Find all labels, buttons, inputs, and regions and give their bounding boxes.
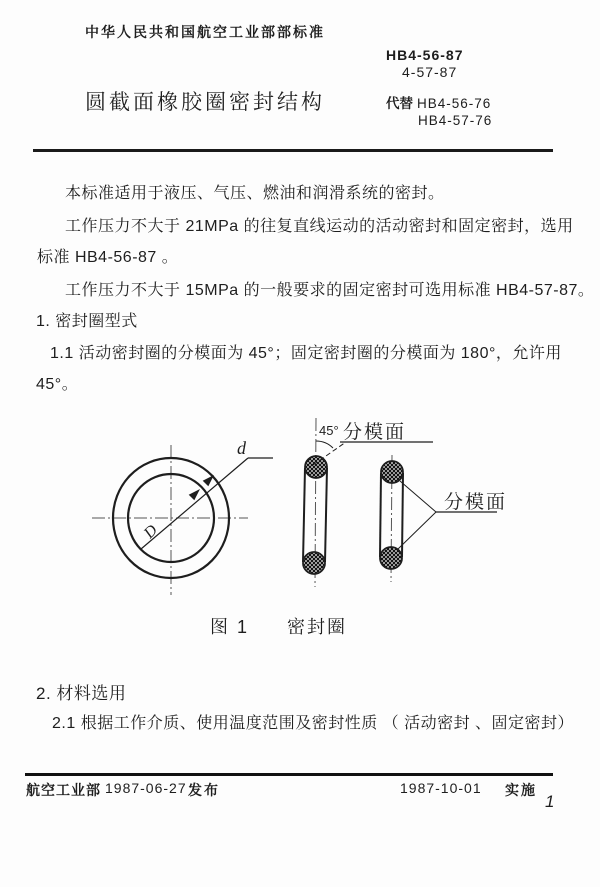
arrowhead-outer — [203, 475, 214, 486]
clause-1-1-line1: 1.1 活动密封圈的分模面为 45°；固定密封圈的分模面为 180°，允许用 — [50, 345, 562, 362]
paragraph-21mpa-line1: 工作压力不大于 21MPa 的往复直线运动的活动密封和固定密封，选用 — [65, 218, 574, 235]
side1-bottom-section — [303, 552, 325, 574]
replaces-label: 代替 — [386, 96, 413, 111]
page-title: 圆截面橡胶圈密封结构 — [85, 91, 325, 114]
section-2-heading: 2. 材料选用 — [36, 684, 127, 703]
oring-side-view-180 — [380, 455, 507, 582]
page-number: 1 — [545, 792, 555, 811]
standard-numbers — [386, 47, 463, 81]
section-1-heading: 1. 密封圈型式 — [36, 313, 138, 330]
oring-side-view-45 — [303, 418, 433, 587]
paragraph-21mpa-line2: 标准 HB4-56-87 。 — [37, 249, 179, 266]
paragraph-scope: 本标准适用于液压、气压、燃油和润滑系统的密封。 — [65, 185, 445, 202]
clause-2-1: 2.1 根据工作介质、使用温度范围及密封性质 （ 活动密封 、固定密封） — [52, 715, 575, 732]
paragraph-15mpa: 工作压力不大于 15MPa 的一般要求的固定密封可选用标准 HB4-57-87。 — [65, 282, 595, 299]
figure-caption-title: 密封圈 — [287, 617, 347, 637]
replaces-block — [386, 95, 492, 129]
footer-implement-label: 实施 — [505, 782, 537, 798]
standard-number-2: 4-57-87 — [402, 64, 458, 80]
side2-left-edge — [380, 473, 381, 557]
side1-left-edge — [303, 468, 305, 562]
footer-issue-label: 发布 — [188, 782, 220, 798]
standard-number-1: HB4-56-87 — [386, 47, 464, 63]
footer-issuing-org: 航空工业部 — [26, 782, 101, 798]
label-45deg: 45° — [319, 423, 339, 438]
figure-caption-number: 图 1 — [210, 617, 250, 637]
leader-top — [400, 481, 436, 512]
label-parting-surface-2: 分模面 — [444, 492, 508, 513]
header-divider — [33, 149, 553, 152]
label-D: D — [140, 521, 162, 542]
footer-divider — [25, 773, 553, 776]
label-d: d — [237, 438, 246, 458]
clause-1-1-line2: 45°。 — [36, 376, 79, 393]
footer-implement-date: 1987-10-01 — [400, 780, 482, 796]
replaces-line-1 — [386, 95, 492, 112]
oring-front-view — [92, 438, 273, 595]
angle-arc — [316, 441, 333, 448]
arrowhead-inner — [189, 489, 200, 500]
leader-bottom — [398, 512, 436, 549]
org-title: 中华人民共和国航空工业部部标准 — [85, 24, 325, 40]
label-parting-surface-1: 分模面 — [343, 422, 407, 443]
figure-1-drawing — [0, 405, 600, 610]
replaced-number-2: HB4-57-76 — [418, 113, 493, 128]
side1-top-section — [305, 456, 327, 478]
footer-issue-date: 1987-06-27 — [105, 780, 187, 796]
replaced-number-1: HB4-56-76 — [417, 96, 492, 111]
side1-right-edge — [325, 468, 327, 562]
side2-bottom-section — [380, 547, 402, 569]
side2-top-section — [381, 461, 403, 483]
